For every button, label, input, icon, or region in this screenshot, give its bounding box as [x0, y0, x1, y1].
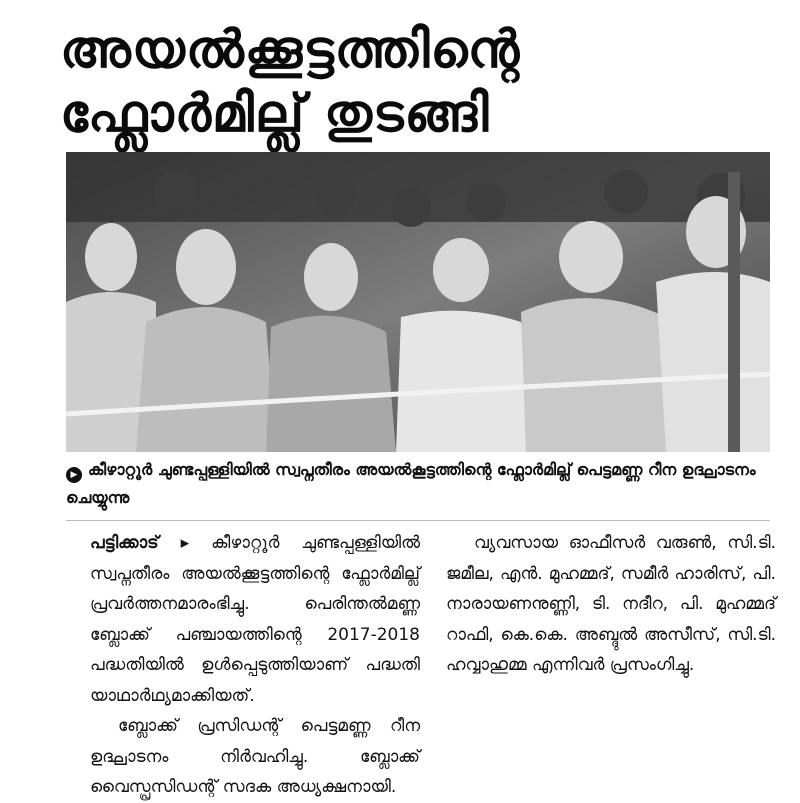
- dateline-marker-icon: ▸: [180, 533, 190, 553]
- dateline: പട്ടിക്കാട്: [90, 533, 159, 553]
- article-column-left: [90, 528, 420, 803]
- headline-line-1: അയൽക്കൂട്ടത്തിന്റെ: [60, 20, 521, 80]
- paragraph-1-text: കീഴാറ്റൂർ ചുണ്ടപ്പള്ളിയിൽ സ്വപ്നതീരം അയൽക്കൂട്ടത്തിന്റെ ഫ്ലോർമില്ല് പ്രവർത്തനമാരംഭിച്ചു. പെരിന്തൽമണ്ണ ബ്ലോക്ക് പഞ്ചായത്തിന്റെ 2017-2018 പദ്ധതിയിൽ ഉൾപ്പെടുത്തിയാണ് പദ്ധതി യാഥാർഥ്യമാക്കിയത്.: [90, 533, 421, 706]
- section-divider: [66, 520, 770, 521]
- news-photo: [66, 152, 770, 452]
- caption-text: കീഴാറ്റൂർ ചുണ്ടപ്പള്ളിയിൽ സ്വപ്നതീരം അയൽകൂട്ടത്തിന്റെ ഫ്ലോർമില്ല് പെട്ടമണ്ണ റീന ഉദ്ഘാടനം ചെയ്യുന്നു: [66, 460, 756, 507]
- photo-illustration: [66, 152, 770, 452]
- play-bullet-icon: ▶: [66, 467, 82, 483]
- headline: [60, 18, 760, 146]
- article-paragraph-1: [90, 528, 420, 711]
- photo-caption: [66, 456, 770, 512]
- headline-line-2: ഫ്ലോർമില്ല് തുടങ്ങി: [60, 84, 490, 144]
- article-paragraph-2: ബ്ലോക്ക് പ്രസിഡന്റ് പെട്ടമണ്ണ റീന ഉദ്ഘാടനം നിർവഹിച്ചു. ബ്ലോക്ക് വൈസ്പ്രസിഡന്റ് സദക അധ്യക്ഷനായി.: [90, 716, 420, 797]
- article-paragraph-3: വ്യവസായ ഓഫീസർ വരുൺ, സി.ടി. ജമീല, എൻ. മുഹമ്മദ്, സമീർ ഹാരിസ്, പി. നാരായണനുണ്ണി, ടി. നദീറ, പി. മുഹമ്മദ് റാഫി, കെ.കെ. അബ്ദുൽ അസീസ്, സി.ടി. ഹവ്വാഹുമ്മ എന്നിവർ പ്രസംഗിച്ചു.: [446, 533, 776, 675]
- article-column-right: [446, 528, 776, 681]
